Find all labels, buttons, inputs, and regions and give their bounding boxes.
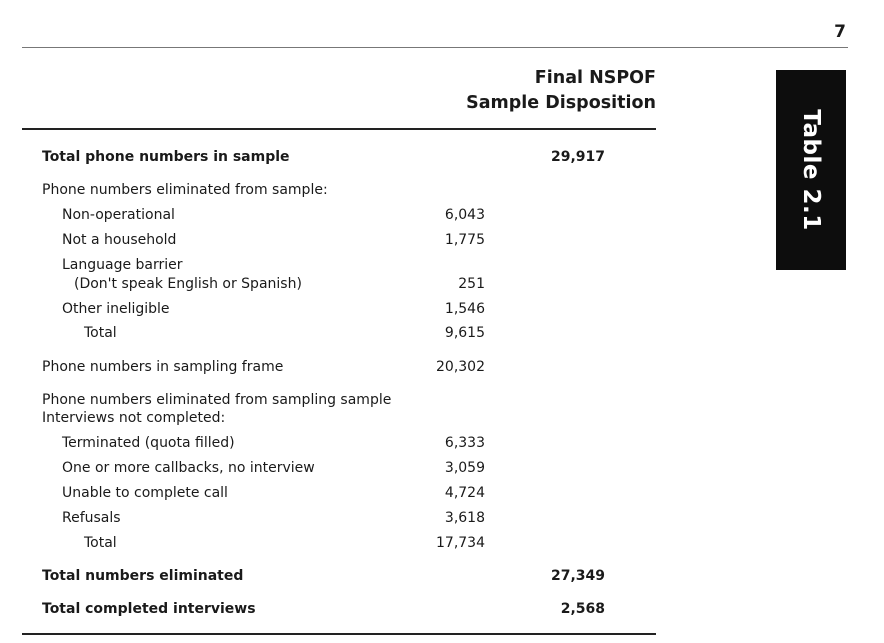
row-value: 251 xyxy=(458,276,485,292)
footer-rule xyxy=(22,633,656,635)
row-label: One or more callbacks, no interview xyxy=(62,460,315,476)
row-label: Total xyxy=(84,325,117,341)
row-value: 1,546 xyxy=(444,301,485,317)
row-label: Terminated (quota filled) xyxy=(62,435,235,451)
row-value: 6,333 xyxy=(444,435,485,451)
row-label: Not a household xyxy=(62,232,177,248)
row-label: Phone numbers eliminated from sampling sample xyxy=(42,392,392,408)
row-label-continued: Interviews not completed: xyxy=(42,410,226,426)
row-label: Other ineligible xyxy=(62,301,170,317)
row-label: Total phone numbers in sample xyxy=(42,149,290,165)
header-rule xyxy=(22,128,656,130)
column-header-line1: Final NSPOF xyxy=(534,68,656,88)
row-label: Language barrier xyxy=(62,257,183,273)
row-value-final: 29,917 xyxy=(550,149,605,165)
row-value: 3,059 xyxy=(444,460,485,476)
page-number: 7 xyxy=(834,22,846,42)
row-label: Phone numbers eliminated from sample: xyxy=(42,182,328,198)
row-label: Unable to complete call xyxy=(62,485,228,501)
row-label: Total completed interviews xyxy=(42,601,256,617)
row-label: Total xyxy=(84,535,117,551)
row-value: 3,618 xyxy=(444,510,485,526)
column-header xyxy=(460,66,656,116)
row-value: 1,775 xyxy=(444,232,485,248)
side-tab-label: Table 2.1 xyxy=(798,109,824,231)
side-tab xyxy=(776,70,846,270)
row-value-final: 27,349 xyxy=(550,568,605,584)
row-value-final: 2,568 xyxy=(560,601,605,617)
column-header-line2: Sample Disposition xyxy=(466,93,656,113)
row-value: 6,043 xyxy=(444,207,485,223)
row-value: 17,734 xyxy=(436,535,485,551)
row-label: Non-operational xyxy=(62,207,175,223)
row-label: Refusals xyxy=(62,510,121,526)
row-value: 4,724 xyxy=(444,485,485,501)
top-divider xyxy=(22,47,848,48)
row-label: Total numbers eliminated xyxy=(42,568,244,584)
row-label-continued: (Don't speak English or Spanish) xyxy=(74,276,302,292)
row-value: 9,615 xyxy=(444,325,485,341)
row-label: Phone numbers in sampling frame xyxy=(42,359,284,375)
row-value: 20,302 xyxy=(436,359,485,375)
